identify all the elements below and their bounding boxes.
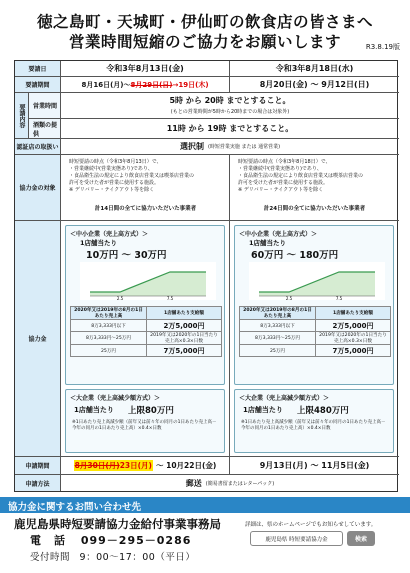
hours-label: 受付時間 [30, 552, 71, 563]
target-line: ※ デリバリー・テイクアウト等を除く [69, 187, 155, 193]
apply-period-label: 申請期間 [15, 457, 61, 475]
range-left: 10万円 ～ 30万円 [86, 250, 167, 261]
alcohol-label: 酒類の提供 [29, 119, 61, 139]
apply-period-left [61, 457, 230, 475]
target-line: 時短要請の時点（令和3年8月18日）で、 [238, 159, 331, 165]
request-period-left [61, 77, 230, 93]
certified-value: 選択制 [179, 142, 204, 151]
head-amount: 1店舗あたり支給額 [316, 307, 391, 320]
request-date-right: 令和3年8月18日(水) [230, 61, 399, 77]
search-keyword-box[interactable]: 鹿児島県 時短要請協力金 [250, 531, 343, 546]
certified-note: (時短営業実施 または 通常営業) [207, 144, 281, 150]
apply-period-right: 9月13日(月) ～ 11月5日(金) [230, 457, 399, 475]
organization: 鹿児島県時短要請協力金給付事業事務局 [14, 517, 221, 531]
sme-title: ＜中小企業（売上高方式）＞ [239, 231, 318, 238]
large-note: ※1日あたり売上高減少額（前年又は前々年の同月の1日あたり売上高－今年の同月の1日あたり売上高）×0.4×日数 [241, 420, 386, 431]
large-box-left [65, 389, 225, 453]
certified-cell [61, 139, 399, 155]
target-line: ・食品衛生法の規定により飲食店営業又は喫茶店営業の [69, 173, 195, 179]
sales-cell: 25万円 [71, 345, 147, 357]
search-button[interactable]: 検索 [347, 531, 375, 546]
period-old: 8月29日(日) [130, 80, 173, 89]
apply-highlight [74, 460, 153, 471]
amount-cell: 7万5,000円 [316, 345, 391, 357]
period-new: 19日(木) [178, 80, 209, 89]
table-row [71, 320, 222, 332]
request-period-label: 要請期間 [15, 77, 61, 93]
phone-number: 099－295－0286 [80, 534, 192, 547]
sme-box-left [65, 225, 225, 385]
large-amount: 上限80万円 [128, 406, 174, 416]
per-store: 1店舗当たり [249, 239, 287, 247]
target-right-lines [238, 159, 393, 194]
contact-title: 協力金に関するお問い合わせ先 [8, 502, 142, 513]
certified-label: 認証店の取扱い [15, 139, 61, 155]
target-label: 協力金の対象 [15, 155, 61, 221]
per-store: 1店舗当たり [80, 239, 118, 247]
target-left-summary: 計14日間の全てに協力いただいた事業者 [94, 206, 197, 212]
contact-footer [0, 497, 410, 573]
axis-end: 7.5 [166, 296, 174, 300]
target-right-summary: 計24日間の全てに協力いただいた事業者 [263, 206, 366, 212]
apply-new: 23日(月) [119, 461, 152, 470]
axis-start: 2.5 [285, 296, 293, 300]
large-title: ＜大企業（売上高減少額方式）＞ [239, 395, 330, 402]
phone-label: 電 話 [30, 534, 66, 547]
phone-line [30, 532, 191, 548]
hours-value: 9：00～17：00（平日） [79, 552, 196, 563]
amount-cell: 2万5,000円 [147, 320, 222, 332]
hours-value: 5時 から 20時 までとすること。 [169, 96, 291, 105]
large-box-right [234, 389, 394, 453]
request-date-label: 要請日 [15, 61, 61, 77]
sme-box-right [234, 225, 394, 385]
header [0, 0, 410, 58]
apply-rest: ～ 10月22日(金) [155, 461, 217, 470]
target-line: 許可を受けた者が営業に使用する施設。 [69, 180, 160, 186]
alcohol-value: 11時 から 19時 までとすること。 [61, 119, 399, 139]
apply-method-value: 郵送 [185, 478, 202, 488]
grant-chart-left [80, 262, 216, 300]
target-line: 許可を受けた者が営業に使用する施設。 [238, 180, 329, 186]
hours-label: 営業時間 [29, 93, 61, 119]
grant-table-left [70, 306, 222, 357]
amount-cell: 2019年又は2020年の1日当たり売上高×0.3×日数 [147, 332, 222, 345]
large-note: ※1日あたり売上高減少額（前年又は前々年の同月の1日あたり売上高－今年の同月の1日あたり売上高）×0.4×日数 [72, 420, 217, 431]
grant-right [230, 221, 399, 457]
target-left-lines [69, 159, 224, 194]
target-right [230, 155, 399, 221]
title-line-1: 徳之島町・天城町・伊仙町の飲食店の皆さまへ [36, 13, 373, 31]
target-line: ・営業継続中(営業実態あり)であり、 [69, 166, 153, 172]
head-sales: 2020年又は2019年の8月の1日あたり売上高 [240, 307, 316, 320]
period-arrow: → [172, 80, 179, 89]
request-content-label: 要請内容 [15, 93, 29, 139]
sales-cell: 8万3,333円以下 [71, 320, 147, 332]
table-row [71, 307, 222, 320]
target-line: ・食品衛生法の規定により飲食店営業又は喫茶店営業の [238, 173, 364, 179]
range-right: 60万円 ～ 180万円 [251, 250, 339, 261]
target-left [61, 155, 230, 221]
hours-cell [61, 93, 399, 119]
axis-start: 2.5 [116, 296, 124, 300]
hours-note: (もとの営業時間が5時から20時までの場合は対象外) [170, 109, 290, 115]
sales-cell: 8万3,333円～25万円 [71, 332, 147, 345]
table-row [71, 345, 222, 357]
contact-bar [0, 497, 410, 513]
sales-cell: 25万円 [240, 345, 316, 357]
table-row [240, 307, 391, 320]
apply-method-cell [61, 475, 399, 491]
sme-title: ＜中小企業（売上高方式）＞ [70, 231, 149, 238]
table-row [240, 332, 391, 345]
amount-cell: 2万5,000円 [316, 320, 391, 332]
version-date: R3.8.19版 [365, 43, 400, 51]
apply-method-note: (簡易書留またはレターパック) [205, 480, 275, 487]
request-date-left: 令和3年8月13日(金) [61, 61, 230, 77]
target-line: ※ デリバリー・テイクアウト等を除く [238, 187, 324, 193]
title-line-2: 営業時間短縮のご協力をお願いします [68, 33, 341, 51]
period-prefix: 8月16日(月)～ [81, 80, 131, 89]
detail-note: 詳細は、県のホームページでもお知らせしています。 [245, 522, 377, 528]
grant-table-right [239, 306, 391, 357]
grant-chart-right [249, 262, 385, 300]
grant-left [61, 221, 230, 457]
table-row [240, 320, 391, 332]
grant-label: 協力金 [15, 221, 61, 457]
amount-cell: 2019年又は2020年の1日当たり売上高×0.3×日数 [316, 332, 391, 345]
table-row [240, 345, 391, 357]
target-line: 時短要請の時点（令和3年8月13日）で、 [69, 159, 162, 165]
large-prefix: 1店舗当たり [74, 406, 114, 414]
axis-end: 7.5 [335, 296, 343, 300]
head-sales: 2020年又は2019年の8月の1日あたり売上高 [71, 307, 147, 320]
large-amount: 上限480万円 [297, 406, 349, 416]
amount-cell: 7万5,000円 [147, 345, 222, 357]
sales-cell: 8万3,333円以下 [240, 320, 316, 332]
large-title: ＜大企業（売上高減少額方式）＞ [70, 395, 161, 402]
hours-line [30, 549, 195, 563]
head-amount: 1店舗あたり支給額 [147, 307, 222, 320]
large-prefix: 1店舗当たり [243, 406, 283, 414]
apply-method-label: 申請方法 [15, 475, 61, 491]
sales-cell: 8万3,333円～25万円 [240, 332, 316, 345]
apply-old: 8月30日(月) [74, 461, 120, 470]
table-row [71, 332, 222, 345]
target-line: ・営業継続中(営業実態あり)であり、 [238, 166, 322, 172]
request-period-right: 8月20日(金) ～ 9月12日(日) [230, 77, 399, 93]
info-table [14, 60, 398, 492]
